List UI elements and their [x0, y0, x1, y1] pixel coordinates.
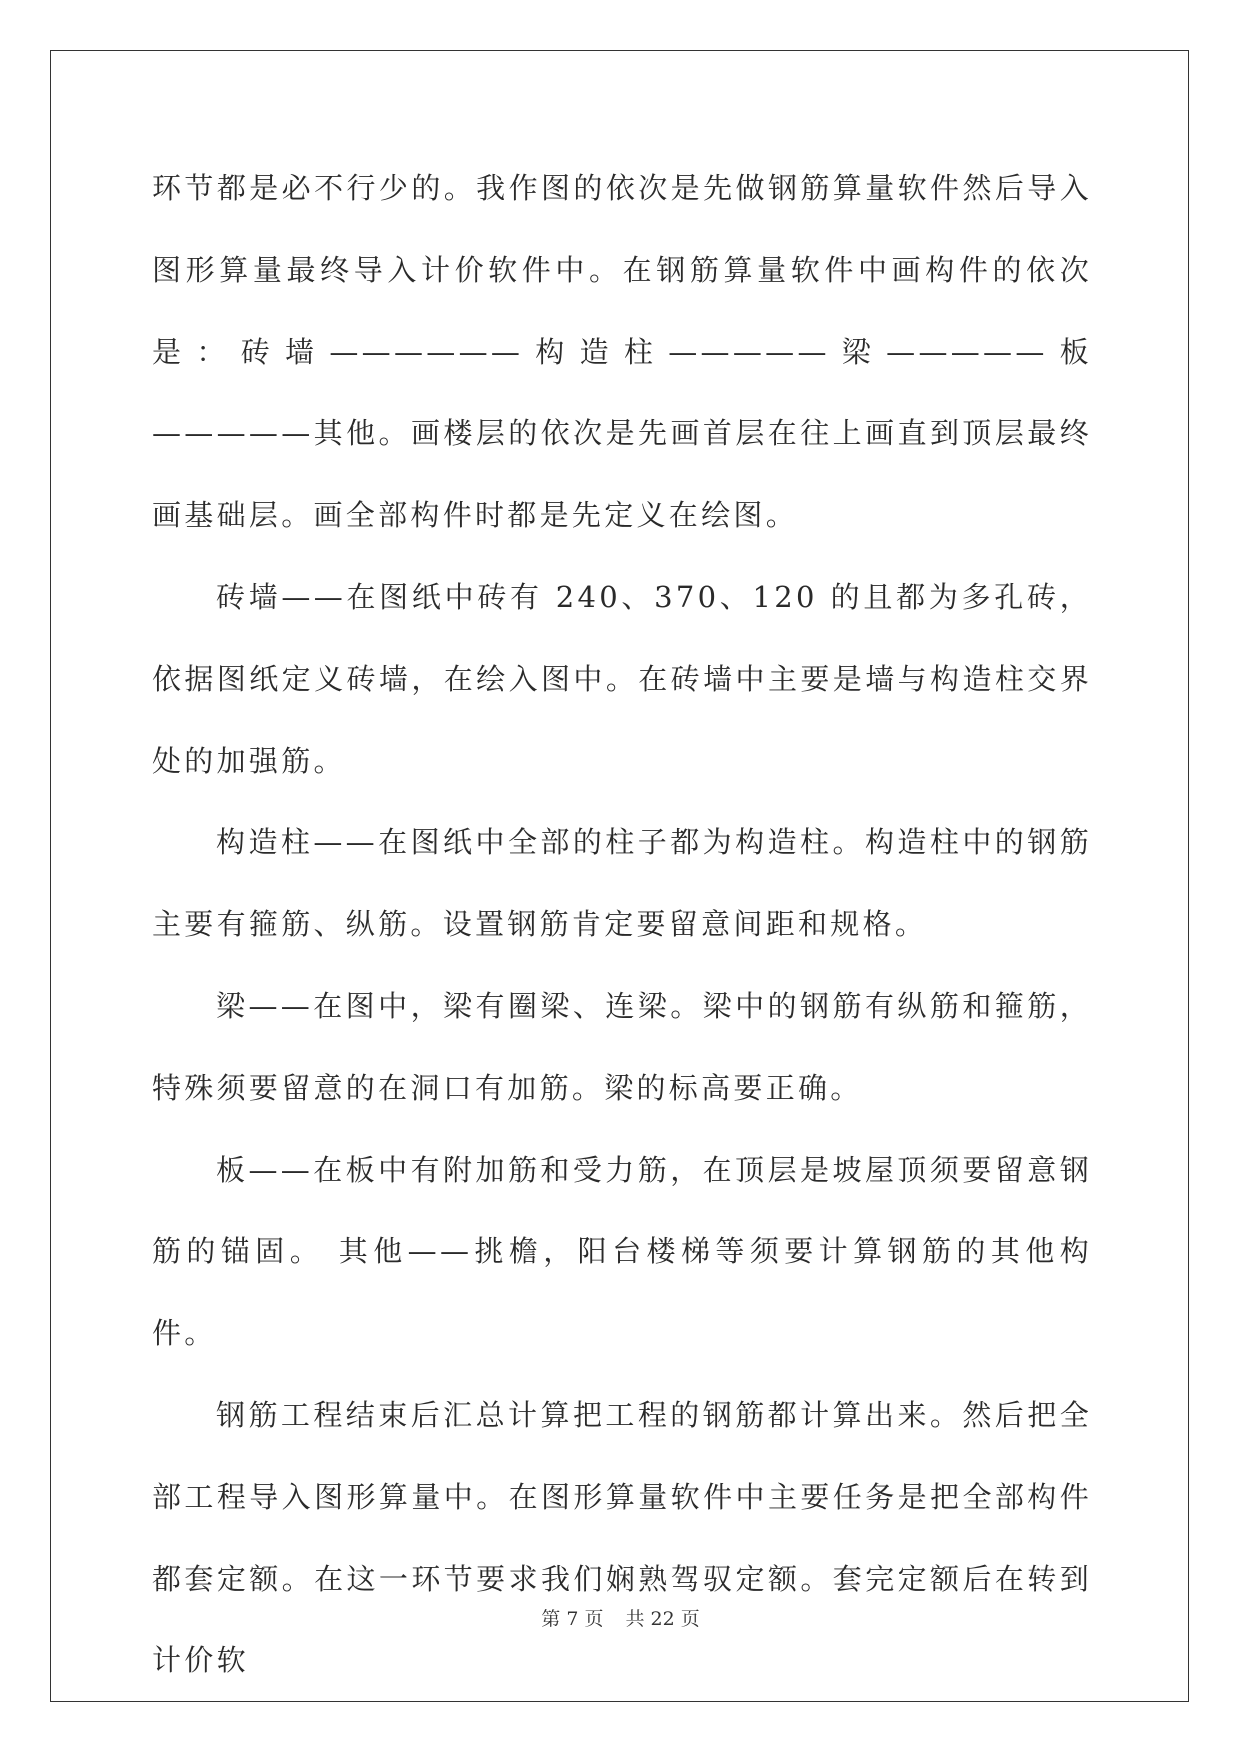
paragraph-intro: 环节都是必不行少的。我作图的依次是先做钢筋算量软件然后导入图形算量最终导入计价软件中。在钢筋算量软件中画构件的依次是：砖墙——————构造柱—————梁—————板—————其他。画楼层的依次是先画首层在往上画直到顶层最终画基础层。画全部构件时都是先定义在绘图。 — [152, 171, 1092, 533]
paragraph-structural-column: 构造柱——在图纸中全部的柱子都为构造柱。构造柱中的钢筋主要有箍筋、纵筋。设置钢筋肯定要留意间距和规格。 — [152, 825, 1092, 942]
paragraph-slab: 板——在板中有附加筋和受力筋，在顶层是坡屋顶须要留意钢筋的锚固。 其他——挑檐，阳台楼梯等须要计算钢筋的其他构件。 — [152, 1152, 1092, 1351]
paragraph-brick-wall: 砖墙——在图纸中砖有 240、370、120 的且都为多孔砖，依据图纸定义砖墙，在绘入图中。在砖墙中主要是墙与构造柱交界处的加强筋。 — [152, 579, 1092, 778]
page-number: 第 7 页 — [541, 1608, 604, 1630]
total-pages: 共 22 页 — [625, 1608, 700, 1630]
page-footer — [0, 1604, 1241, 1631]
paragraph-beam: 梁——在图中，梁有圈梁、连梁。梁中的钢筋有纵筋和箍筋，特殊须要留意的在洞口有加筋。梁的标高要正确。 — [152, 988, 1092, 1105]
document-body — [152, 148, 1092, 1702]
paragraph-rebar-summary: 钢筋工程结束后汇总计算把工程的钢筋都计算出来。然后把全部工程导入图形算量中。在图形算量软件中主要任务是把全部构件都套定额。在这一环节要求我们娴熟驾驭定额。套完定额后在转到计价软 — [152, 1397, 1092, 1678]
